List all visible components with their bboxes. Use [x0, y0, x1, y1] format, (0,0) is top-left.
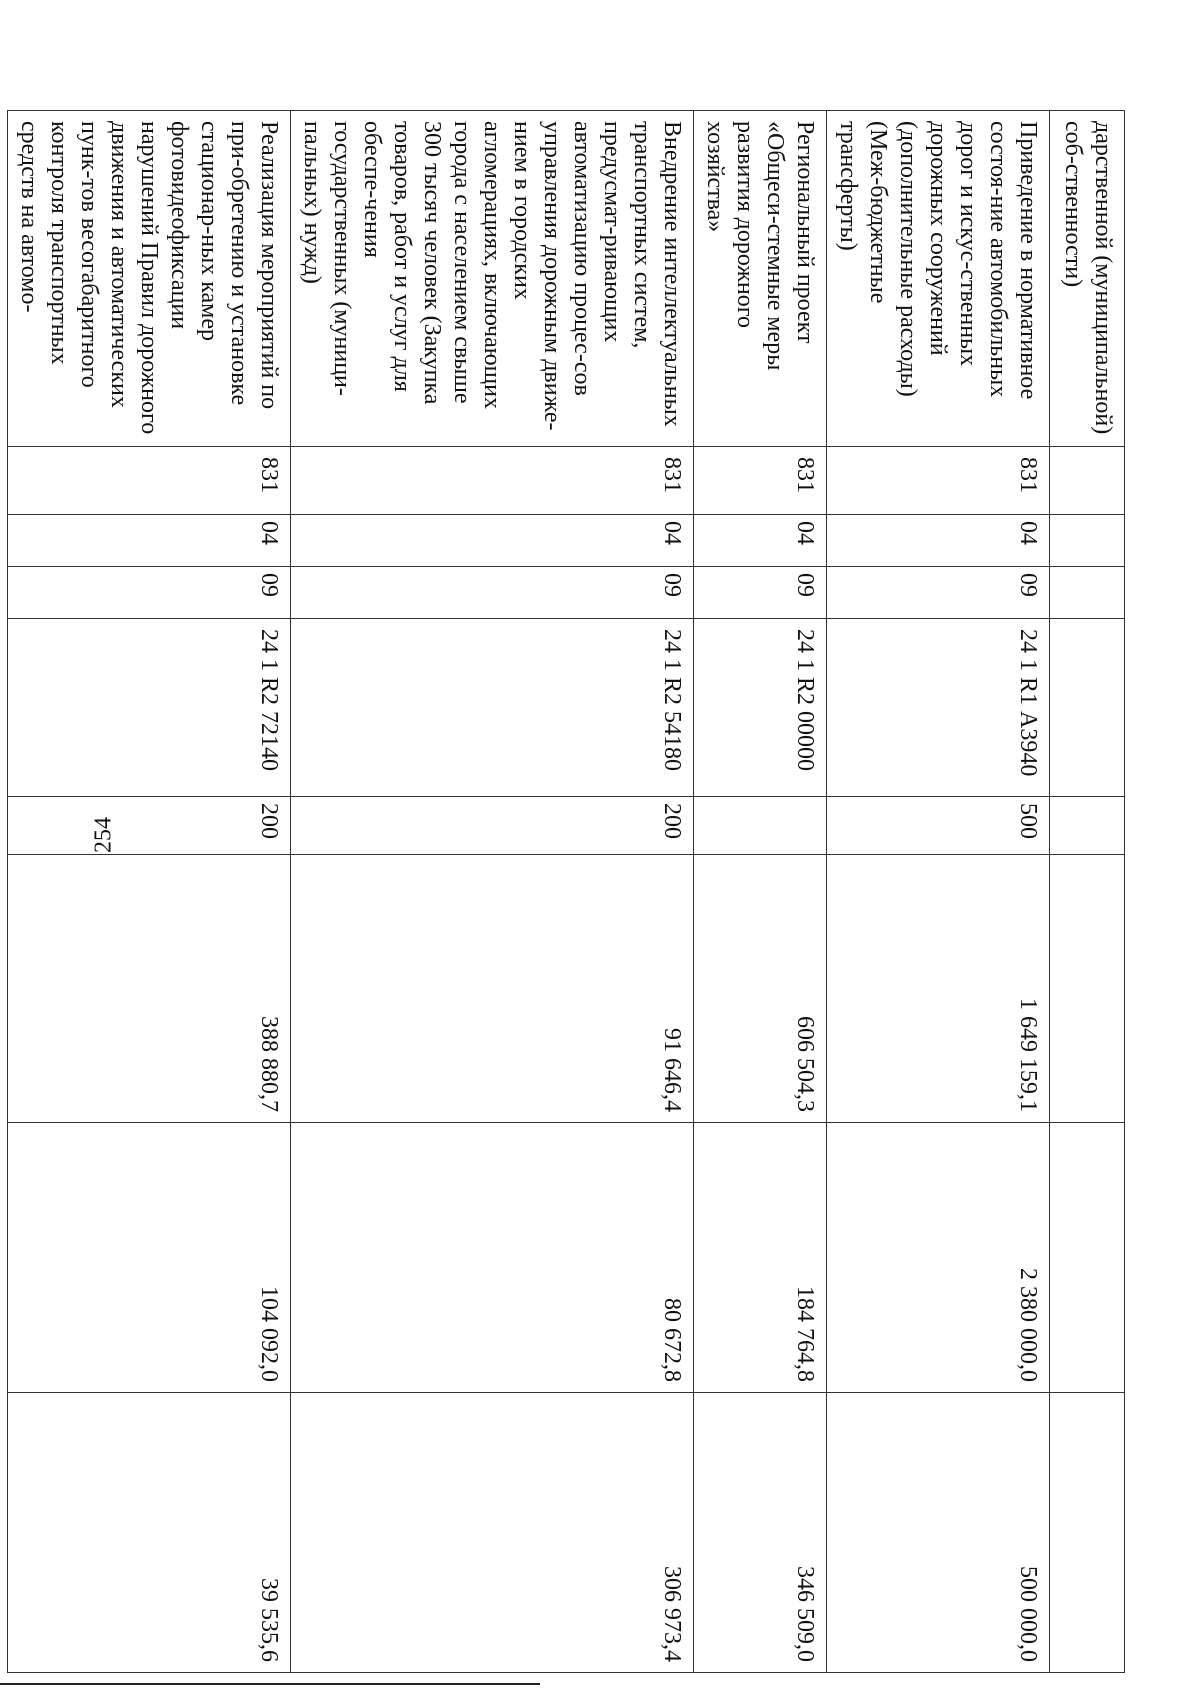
- cell-expense-type: 200: [291, 797, 694, 855]
- cell-ministry: 831: [291, 447, 694, 515]
- table-row: [1050, 111, 1125, 1673]
- cell-value-2: 184 764,8: [694, 1123, 827, 1393]
- table-row: [827, 111, 1050, 1673]
- cell-name: Внедрение интеллектуальных транспортных систем, предусмат-ривающих автоматизацию процес-сов управления дорожным движе-нием в городских агломерациях, включающих города с населением свыше 300 тысяч человек (Закупка товаров, работ и услуг для обеспе-чения государственных (муници-пальных) нужд): [291, 111, 694, 447]
- cell-name: Приведение в нормативное состоя-ние автомобильных дорог и искус-ственных дорожных сооружений (дополнительные расходы) (Меж-бюджетные трансферты): [827, 111, 1050, 447]
- cell-ministry: 831: [827, 447, 1050, 515]
- cell-section: 04: [827, 515, 1050, 567]
- cell-section: [1050, 515, 1125, 567]
- cell-name: дарственной (муниципальной) соб-ственности): [1050, 111, 1125, 447]
- cell-ministry: 831: [8, 447, 291, 515]
- cell-value-1: 606 504,3: [694, 855, 827, 1123]
- cell-expense-type: 200: [8, 797, 291, 855]
- cell-value-1: 91 646,4: [291, 855, 694, 1123]
- cell-value-1: [1050, 855, 1125, 1123]
- cell-name: Реализация мероприятий по при-обретению и установке стационар-ных камер фотовидеофиксации нарушений Правил дорожного движения и автоматических пунк-тов весогабаритного контроля транспортных средств на автомо-: [8, 111, 291, 447]
- cell-value-1: 388 880,7: [8, 855, 291, 1123]
- cell-ministry: 831: [694, 447, 827, 515]
- cell-value-3: 306 973,4: [291, 1393, 694, 1673]
- cell-value-3: 346 509,0: [694, 1393, 827, 1673]
- budget-table: [7, 110, 1125, 1673]
- cell-value-2: 104 092,0: [8, 1123, 291, 1393]
- cell-name: Региональный проект «Общеси-стемные меры развития дорожного хозяйства»: [694, 111, 827, 447]
- cell-value-3: 500 000,0: [827, 1393, 1050, 1673]
- page-number-text: 254: [90, 817, 117, 853]
- cell-subsection: 09: [694, 567, 827, 619]
- cell-value-2: [1050, 1123, 1125, 1393]
- cell-target: 24 1 R2 00000: [694, 619, 827, 797]
- cell-value-2: 80 672,8: [291, 1123, 694, 1393]
- cell-section: 04: [291, 515, 694, 567]
- cell-ministry: [1050, 447, 1125, 515]
- table-row: [291, 111, 694, 1673]
- cell-target: [1050, 619, 1125, 797]
- cell-expense-type: 500: [827, 797, 1050, 855]
- cell-target: 24 1 R2 54180: [291, 619, 694, 797]
- table-row: [8, 111, 291, 1673]
- bottom-rule: [0, 1683, 540, 1685]
- cell-section: 04: [694, 515, 827, 567]
- cell-value-2: 2 380 000,0: [827, 1123, 1050, 1393]
- table-row: [694, 111, 827, 1673]
- cell-subsection: [1050, 567, 1125, 619]
- cell-expense-type: [1050, 797, 1125, 855]
- cell-subsection: 09: [8, 567, 291, 619]
- cell-target: 24 1 R1 А3940: [827, 619, 1050, 797]
- cell-value-3: [1050, 1393, 1125, 1673]
- cell-expense-type: [694, 797, 827, 855]
- cell-value-3: 39 535,6: [8, 1393, 291, 1673]
- cell-target: 24 1 R2 72140: [8, 619, 291, 797]
- cell-subsection: 09: [827, 567, 1050, 619]
- cell-value-1: 1 649 159,1: [827, 855, 1050, 1123]
- cell-section: 04: [8, 515, 291, 567]
- cell-subsection: 09: [291, 567, 694, 619]
- budget-table-rotated: [16, 110, 1125, 1672]
